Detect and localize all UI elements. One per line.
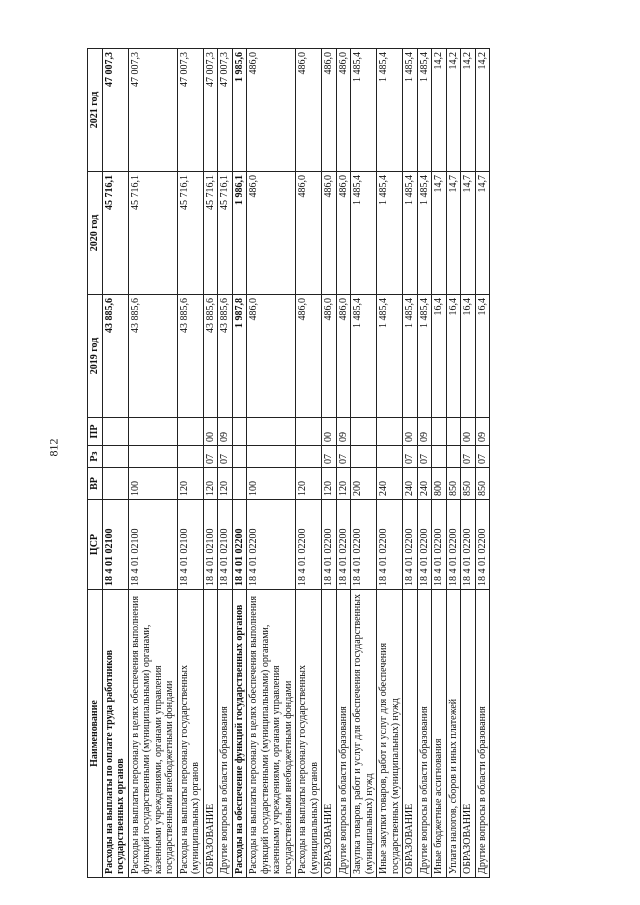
row-csr-cell: 18 4 01 02200 (417, 500, 432, 590)
row-csr-cell: 18 4 01 02200 (322, 500, 337, 590)
row-2020-value: 45 716,1 (102, 172, 128, 295)
row-csr-cell: 18 4 01 02200 (247, 500, 296, 590)
row-rz-cell: 07 (336, 446, 351, 468)
header-2021: 2021 год (88, 49, 103, 172)
row-pr-cell (296, 418, 322, 446)
row-2019-value: 43 885,6 (128, 295, 177, 418)
row-2020-value: 14,7 (432, 172, 447, 295)
row-pr-cell: 00 (203, 418, 218, 446)
row-csr-cell: 18 4 01 02100 (102, 500, 128, 590)
table-row (351, 49, 377, 878)
table-row (403, 49, 418, 878)
row-2019-value: 43 885,6 (177, 295, 203, 418)
row-rz-cell (247, 446, 296, 468)
row-csr-cell: 18 4 01 02200 (296, 500, 322, 590)
header-rz: Рз (88, 446, 103, 468)
table-header-row (88, 49, 103, 878)
row-2021-value: 14,2 (461, 49, 476, 172)
row-2021-value: 1 485,4 (351, 49, 377, 172)
row-vr-cell: 800 (432, 468, 447, 500)
table-row (218, 49, 233, 878)
row-2020-value: 1 485,4 (403, 172, 418, 295)
row-pr-cell: 09 (475, 418, 490, 446)
row-pr-cell: 00 (461, 418, 476, 446)
row-pr-cell (377, 418, 403, 446)
row-name-cell: Другие вопросы в области образования (475, 590, 490, 878)
row-vr-cell: 240 (377, 468, 403, 500)
row-csr-cell: 18 4 01 02200 (475, 500, 490, 590)
row-rz-cell: 07 (218, 446, 233, 468)
row-csr-cell: 18 4 01 02200 (432, 500, 447, 590)
table-row (102, 49, 128, 878)
row-2019-value: 486,0 (336, 295, 351, 418)
row-name-cell: Расходы на выплаты персоналу в целях обеспечения выполнения функций государственными (муниципальными) органами, казенными учреждениями, органами управления государственными внебюджетными фондами (128, 590, 177, 878)
table-row (417, 49, 432, 878)
row-rz-cell (177, 446, 203, 468)
row-name-cell: Уплата налогов, сборов и иных платежей (446, 590, 461, 878)
row-rz-cell: 07 (417, 446, 432, 468)
row-vr-cell: 120 (296, 468, 322, 500)
row-name-cell: Другие вопросы в области образования (336, 590, 351, 878)
row-csr-cell: 18 4 01 02100 (218, 500, 233, 590)
row-2019-value: 1 485,4 (417, 295, 432, 418)
row-pr-cell: 09 (218, 418, 233, 446)
row-csr-cell: 18 4 01 02200 (461, 500, 476, 590)
row-pr-cell (128, 418, 177, 446)
row-2020-value: 486,0 (247, 172, 296, 295)
table-row (432, 49, 447, 878)
budget-table (87, 48, 490, 878)
row-2019-value: 16,4 (432, 295, 447, 418)
row-2019-value: 1 485,4 (351, 295, 377, 418)
header-vr: ВР (88, 468, 103, 500)
row-vr-cell: 850 (461, 468, 476, 500)
header-name: Наименование (88, 590, 103, 878)
row-pr-cell (177, 418, 203, 446)
row-2021-value: 14,2 (432, 49, 447, 172)
rotated-table-container (87, 48, 549, 878)
row-pr-cell: 09 (417, 418, 432, 446)
row-rz-cell: 07 (322, 446, 337, 468)
row-2020-value: 1 485,4 (417, 172, 432, 295)
row-name-cell: ОБРАЗОВАНИЕ (203, 590, 218, 878)
row-csr-cell: 18 4 01 02200 (446, 500, 461, 590)
row-pr-cell: 00 (322, 418, 337, 446)
row-2019-value: 486,0 (296, 295, 322, 418)
row-2021-value: 14,2 (446, 49, 461, 172)
table-row (203, 49, 218, 878)
row-2021-value: 1 485,4 (417, 49, 432, 172)
row-name-cell: Иные бюджетные ассигнования (432, 590, 447, 878)
row-vr-cell: 120 (218, 468, 233, 500)
row-rz-cell (432, 446, 447, 468)
row-2021-value: 1 485,4 (403, 49, 418, 172)
row-name-cell: Расходы на выплаты персоналу государственных (муниципальных) органов (296, 590, 322, 878)
table-body (102, 49, 490, 878)
row-csr-cell: 18 4 01 02200 (336, 500, 351, 590)
row-rz-cell: 07 (403, 446, 418, 468)
row-csr-cell: 18 4 01 02200 (377, 500, 403, 590)
row-2020-value: 45 716,1 (128, 172, 177, 295)
row-2020-value: 14,7 (446, 172, 461, 295)
row-name-cell: Другие вопросы в области образования (417, 590, 432, 878)
row-rz-cell: 07 (461, 446, 476, 468)
row-name-cell: ОБРАЗОВАНИЕ (461, 590, 476, 878)
row-pr-cell (247, 418, 296, 446)
row-2021-value: 486,0 (336, 49, 351, 172)
row-2021-value: 1 485,4 (377, 49, 403, 172)
row-csr-cell: 18 4 01 02100 (203, 500, 218, 590)
row-vr-cell: 850 (446, 468, 461, 500)
row-name-cell: ОБРАЗОВАНИЕ (403, 590, 418, 878)
row-csr-cell: 18 4 01 02100 (128, 500, 177, 590)
row-vr-cell: 120 (336, 468, 351, 500)
row-pr-cell: 00 (403, 418, 418, 446)
row-rz-cell (232, 446, 247, 468)
row-name-cell: Другие вопросы в области образования (218, 590, 233, 878)
header-2020: 2020 год (88, 172, 103, 295)
row-2019-value: 16,4 (446, 295, 461, 418)
row-2021-value: 47 007,3 (203, 49, 218, 172)
row-pr-cell (446, 418, 461, 446)
row-vr-cell: 120 (177, 468, 203, 500)
row-pr-cell (232, 418, 247, 446)
row-csr-cell: 18 4 01 02200 (232, 500, 247, 590)
row-2019-value: 486,0 (322, 295, 337, 418)
row-2020-value: 1 485,4 (377, 172, 403, 295)
row-rz-cell (377, 446, 403, 468)
row-2019-value: 1 987,8 (232, 295, 247, 418)
row-vr-cell: 120 (322, 468, 337, 500)
row-2020-value: 486,0 (296, 172, 322, 295)
row-2021-value: 14,2 (475, 49, 490, 172)
row-2021-value: 47 007,3 (218, 49, 233, 172)
row-2021-value: 47 007,3 (177, 49, 203, 172)
row-2021-value: 47 007,3 (102, 49, 128, 172)
table-row (177, 49, 203, 878)
table-row (461, 49, 476, 878)
row-pr-cell (432, 418, 447, 446)
row-2020-value: 45 716,1 (177, 172, 203, 295)
row-rz-cell (102, 446, 128, 468)
row-2019-value: 43 885,6 (102, 295, 128, 418)
row-2019-value: 16,4 (475, 295, 490, 418)
row-rz-cell (446, 446, 461, 468)
row-csr-cell: 18 4 01 02200 (403, 500, 418, 590)
row-name-cell: Расходы на выплаты по оплате труда работников государственных органов (102, 590, 128, 878)
table-row (446, 49, 461, 878)
table-row (377, 49, 403, 878)
row-pr-cell (102, 418, 128, 446)
page-number: 812 (46, 438, 61, 457)
row-2021-value: 486,0 (247, 49, 296, 172)
row-vr-cell: 200 (351, 468, 377, 500)
row-rz-cell (351, 446, 377, 468)
row-vr-cell: 850 (475, 468, 490, 500)
row-2021-value: 486,0 (296, 49, 322, 172)
row-vr-cell: 100 (128, 468, 177, 500)
row-2020-value: 45 716,1 (218, 172, 233, 295)
table-row (232, 49, 247, 878)
row-2019-value: 1 485,4 (403, 295, 418, 418)
row-2020-value: 14,7 (461, 172, 476, 295)
row-vr-cell (232, 468, 247, 500)
row-csr-cell: 18 4 01 02200 (351, 500, 377, 590)
row-2021-value: 486,0 (322, 49, 337, 172)
row-vr-cell: 240 (417, 468, 432, 500)
row-vr-cell (102, 468, 128, 500)
row-vr-cell: 100 (247, 468, 296, 500)
row-rz-cell (296, 446, 322, 468)
row-rz-cell (128, 446, 177, 468)
row-pr-cell (351, 418, 377, 446)
table-row (296, 49, 322, 878)
row-name-cell: Расходы на выплаты персоналу государственных (муниципальных) органов (177, 590, 203, 878)
table-row (475, 49, 490, 878)
row-2019-value: 1 485,4 (377, 295, 403, 418)
row-name-cell: Расходы на выплаты персоналу в целях обеспечения выполнения функций государственными (муниципальными) органами, казенными учреждениями, органами управления государственными внебюджетными фондами (247, 590, 296, 878)
table-row (247, 49, 296, 878)
row-pr-cell: 09 (336, 418, 351, 446)
table-row (128, 49, 177, 878)
table-row (336, 49, 351, 878)
row-2020-value: 14,7 (475, 172, 490, 295)
row-2019-value: 486,0 (247, 295, 296, 418)
row-2021-value: 47 007,3 (128, 49, 177, 172)
row-name-cell: Закупка товаров, работ и услуг для обеспечения государственных (муниципальных) нужд (351, 590, 377, 878)
row-2020-value: 1 485,4 (351, 172, 377, 295)
row-2020-value: 486,0 (322, 172, 337, 295)
row-name-cell: ОБРАЗОВАНИЕ (322, 590, 337, 878)
row-rz-cell: 07 (475, 446, 490, 468)
row-2020-value: 486,0 (336, 172, 351, 295)
row-2021-value: 1 985,6 (232, 49, 247, 172)
header-csr: ЦСР (88, 500, 103, 590)
row-csr-cell: 18 4 01 02100 (177, 500, 203, 590)
row-name-cell: Расходы на обеспечение функций государственных органов (232, 590, 247, 878)
row-vr-cell: 120 (203, 468, 218, 500)
header-2019: 2019 год (88, 295, 103, 418)
table-row (322, 49, 337, 878)
header-pr: ПР (88, 418, 103, 446)
row-vr-cell: 240 (403, 468, 418, 500)
row-2019-value: 16,4 (461, 295, 476, 418)
row-2019-value: 43 885,6 (218, 295, 233, 418)
row-rz-cell: 07 (203, 446, 218, 468)
row-2020-value: 1 986,1 (232, 172, 247, 295)
row-name-cell: Иные закупки товаров, работ и услуг для обеспечения государственных (муниципальных) нужд (377, 590, 403, 878)
row-2020-value: 45 716,1 (203, 172, 218, 295)
row-2019-value: 43 885,6 (203, 295, 218, 418)
